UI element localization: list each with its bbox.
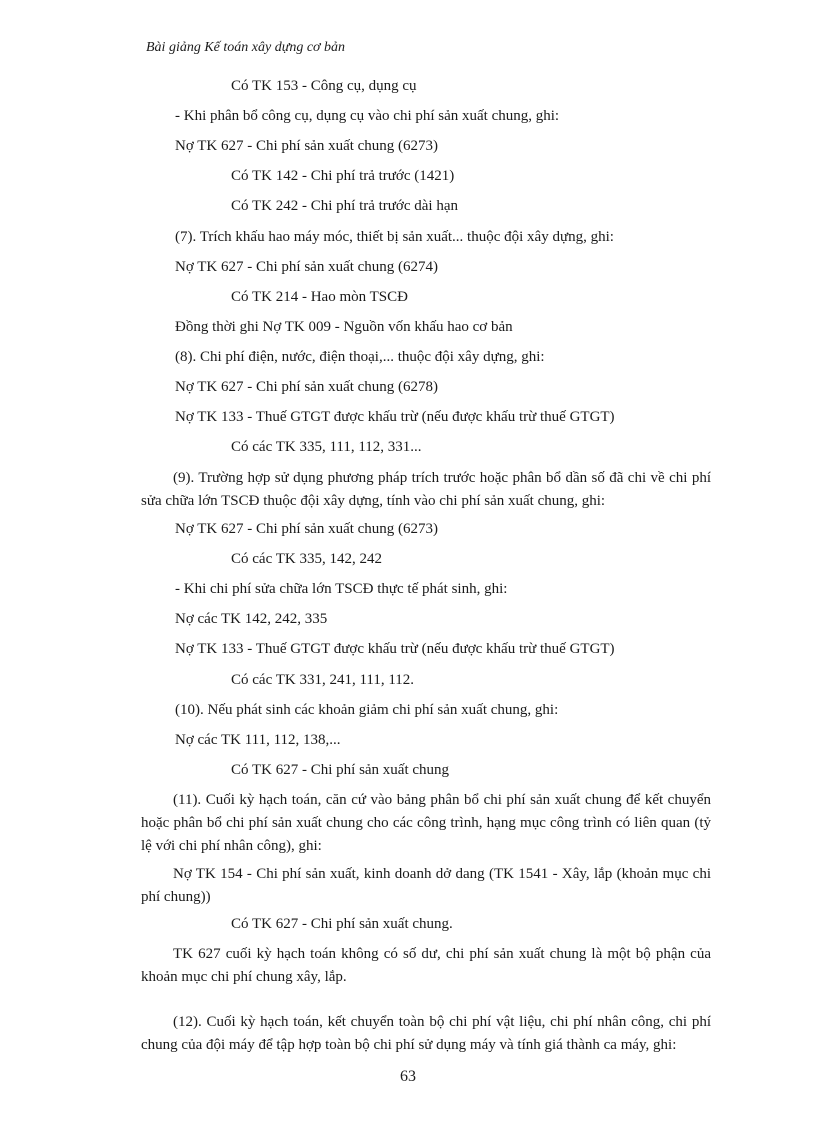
text-line: Có TK 627 - Chi phí sản xuất chung bbox=[231, 762, 450, 778]
text-line: Có các TK 331, 241, 111, 112. bbox=[231, 672, 415, 688]
text-line: (10). Nếu phát sinh các khoản giảm chi phí sản xuất chung, ghi: bbox=[175, 702, 559, 718]
paragraph: (12). Cuối kỳ hạch toán, kết chuyển toàn bộ chi phí vật liệu, chi phí nhân công, chi phí chung của đội máy để tập hợp toàn bộ chi phí sử dụng máy và tính giá thành ca máy, ghi: bbox=[141, 1014, 711, 1053]
running-header: Bài giảng Kế toán xây dựng cơ bản bbox=[146, 40, 346, 55]
text-line: Nợ TK 627 - Chi phí sản xuất chung (6274) bbox=[175, 259, 439, 275]
paragraph: Nợ TK 154 - Chi phí sản xuất, kinh doanh dở dang (TK 1541 - Xây, lắp (khoản mục chi phí chung)) bbox=[141, 866, 711, 905]
text-line: Có TK 214 - Hao mòn TSCĐ bbox=[231, 289, 408, 305]
text-line: Nợ các TK 111, 112, 138,... bbox=[175, 732, 341, 748]
text-line: Nợ TK 133 - Thuế GTGT được khấu trừ (nếu được khấu trừ thuế GTGT) bbox=[175, 641, 615, 657]
text-line: Có TK 627 - Chi phí sản xuất chung. bbox=[231, 916, 453, 932]
paragraph: (9). Trường hợp sử dụng phương pháp trích trước hoặc phân bổ dần số đã chi về chi phí sửa chữa lớn TSCĐ thuộc đội xây dựng, tính vào chi phí sản xuất chung, ghi: bbox=[141, 470, 711, 509]
text-line: Có TK 242 - Chi phí trả trước dài hạn bbox=[231, 198, 458, 214]
text-line: Đồng thời ghi Nợ TK 009 - Nguồn vốn khấu hao cơ bản bbox=[175, 319, 513, 335]
text-line: Có các TK 335, 111, 112, 331... bbox=[231, 439, 422, 455]
text-line: Nợ TK 627 - Chi phí sản xuất chung (6278) bbox=[175, 379, 439, 395]
paragraph: TK 627 cuối kỳ hạch toán không có số dư, chi phí sản xuất chung là một bộ phận của khoản mục chi phí chung xây, lắp. bbox=[141, 946, 711, 985]
text-line: Nợ TK 627 - Chi phí sản xuất chung (6273) bbox=[175, 138, 439, 154]
text-line: (8). Chi phí điện, nước, điện thoại,... thuộc đội xây dựng, ghi: bbox=[175, 349, 545, 365]
paragraph: (11). Cuối kỳ hạch toán, căn cứ vào bảng phân bổ chi phí sản xuất chung để kết chuyển hoặc phân bổ chi phí sản xuất chung cho các công trình, hạng mục công trình có liên quan (tỷ lệ với chi phí nhân công), ghi: bbox=[141, 792, 711, 854]
text-line: Nợ TK 133 - Thuế GTGT được khấu trừ (nếu được khấu trừ thuế GTGT) bbox=[175, 409, 615, 425]
text-line: Có TK 142 - Chi phí trả trước (1421) bbox=[231, 168, 455, 184]
text-line: Có các TK 335, 142, 242 bbox=[231, 551, 382, 567]
text-line: - Khi phân bổ công cụ, dụng cụ vào chi phí sản xuất chung, ghi: bbox=[175, 108, 560, 124]
text-line: - Khi chi phí sửa chữa lớn TSCĐ thực tế phát sinh, ghi: bbox=[175, 581, 508, 597]
text-line: Nợ TK 627 - Chi phí sản xuất chung (6273) bbox=[175, 521, 439, 537]
page-number: 63 bbox=[400, 1068, 416, 1085]
text-line: Nợ các TK 142, 242, 335 bbox=[175, 611, 328, 627]
text-line: (7). Trích khấu hao máy móc, thiết bị sản xuất... thuộc đội xây dựng, ghi: bbox=[175, 229, 614, 245]
text-line: Có TK 153 - Công cụ, dụng cụ bbox=[231, 78, 417, 94]
